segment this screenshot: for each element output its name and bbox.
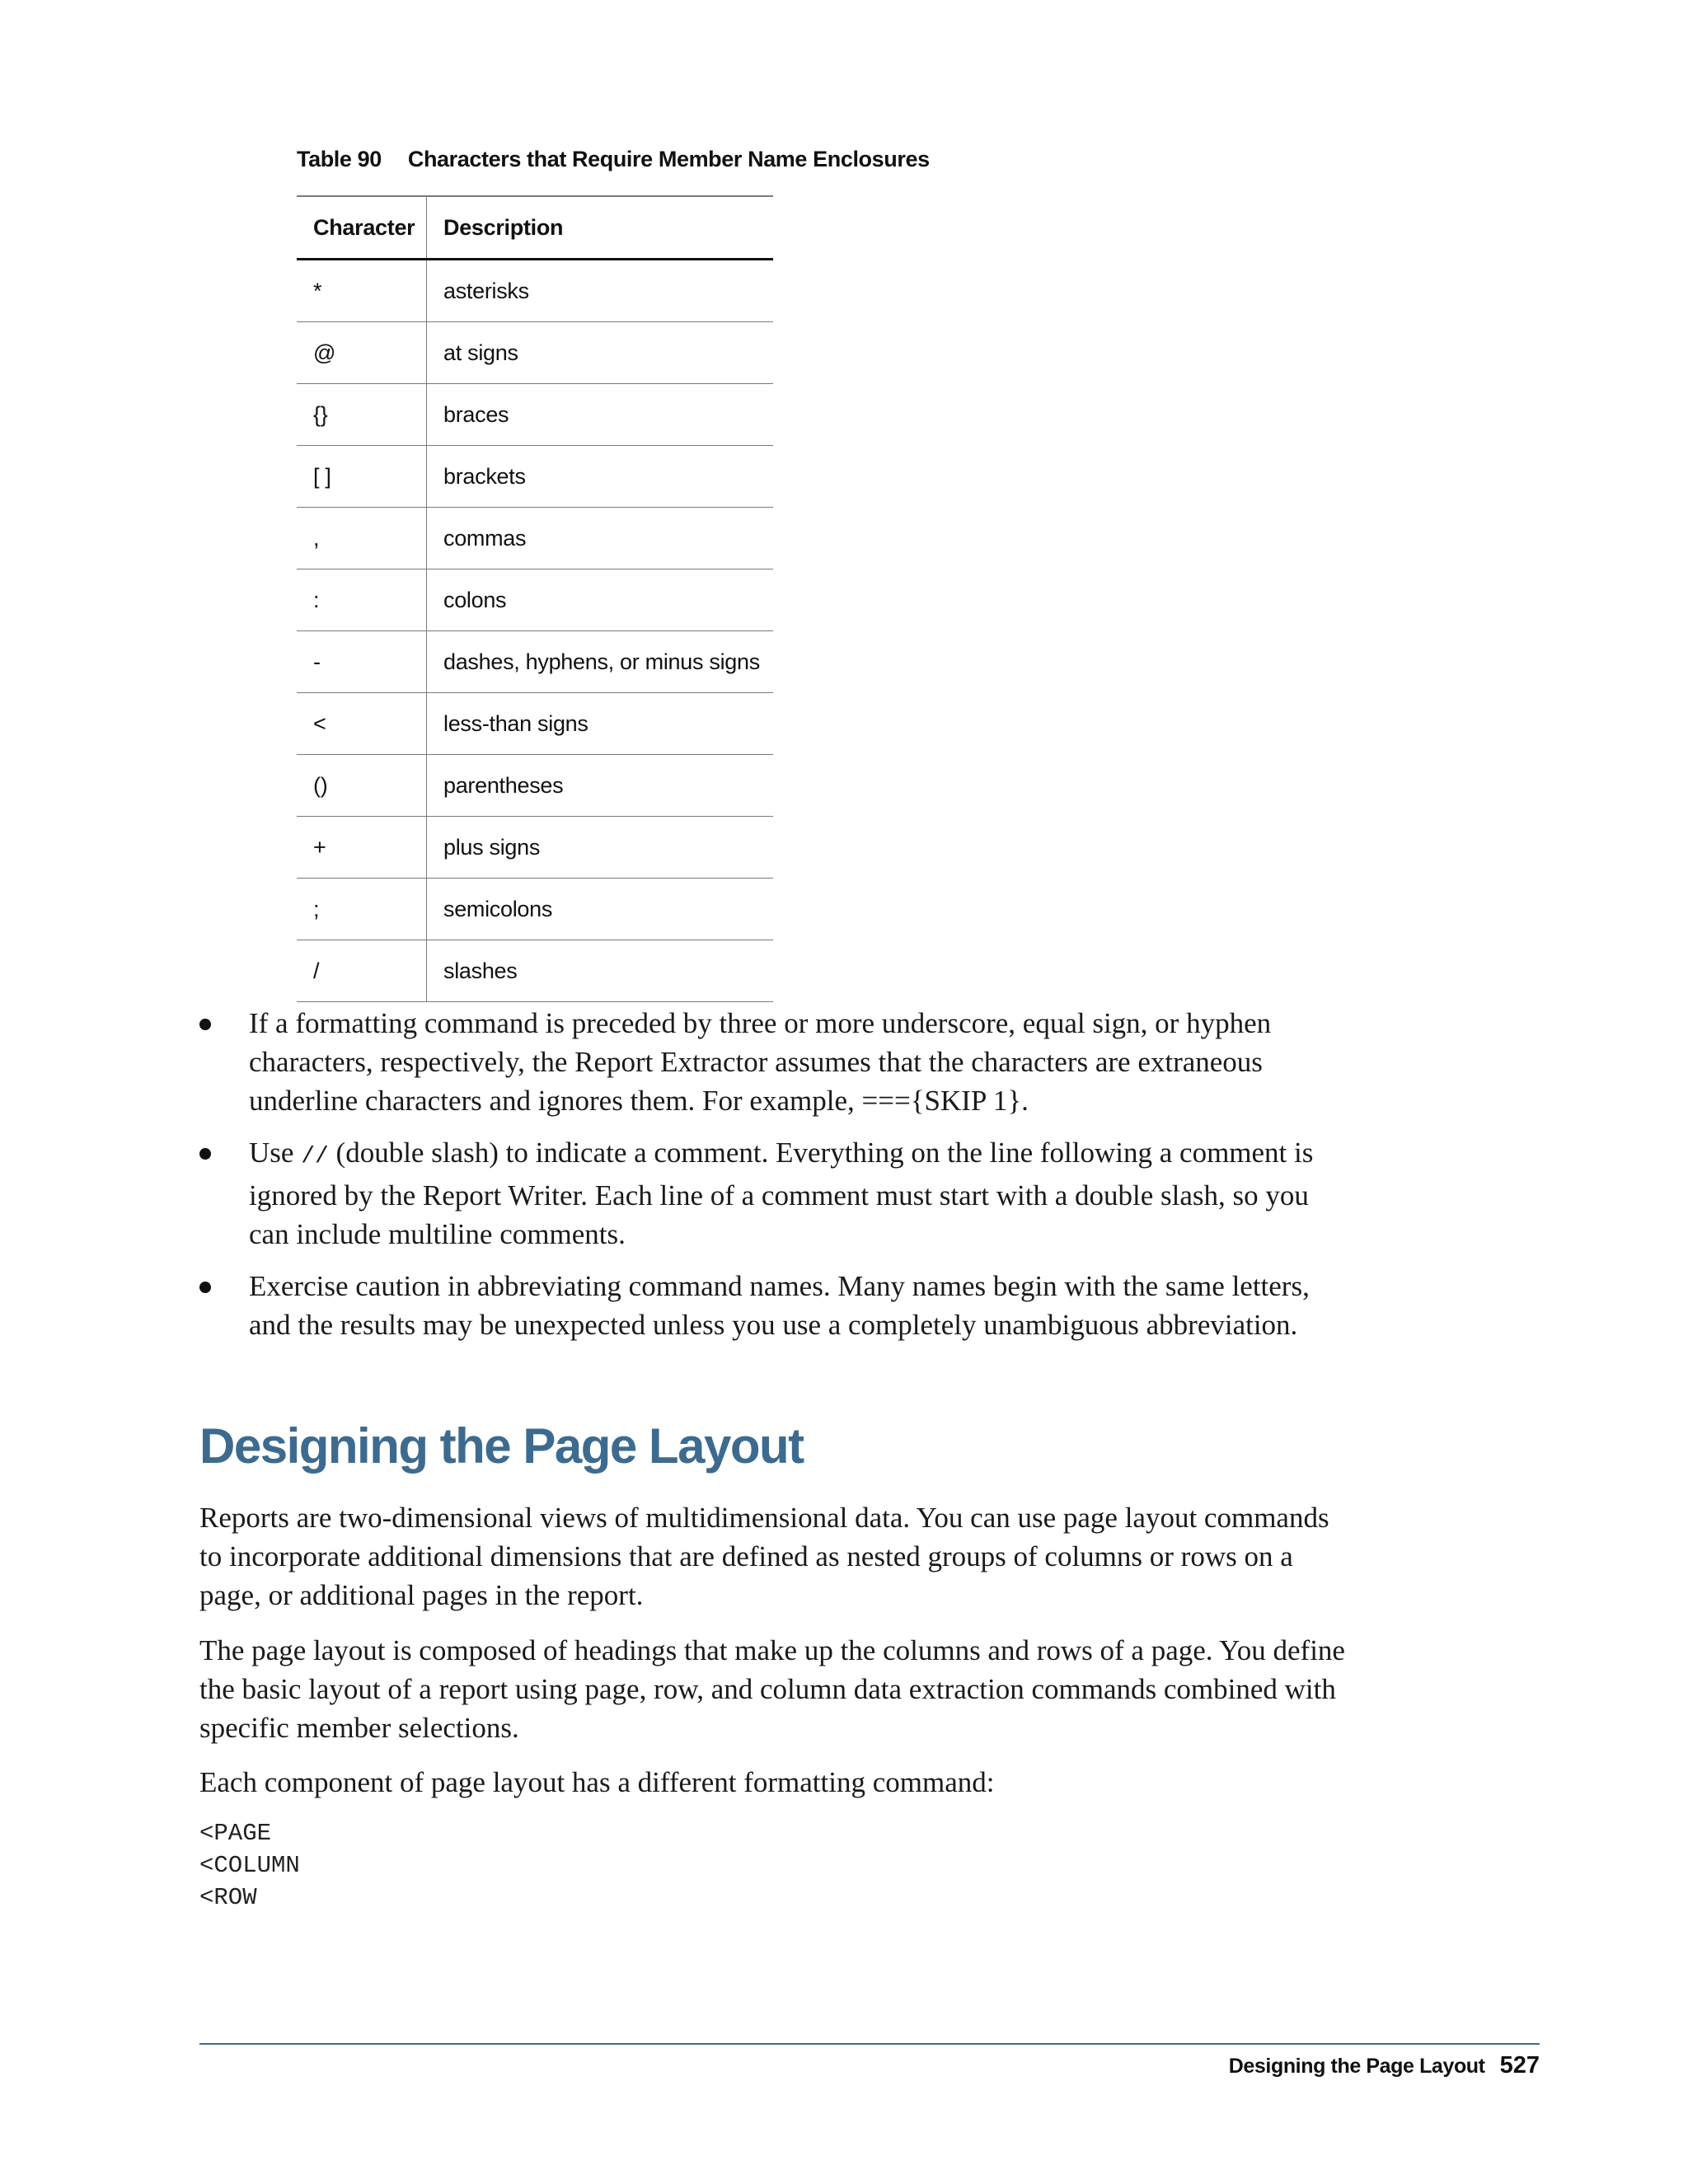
tips-bullet-list	[199, 1004, 1353, 1357]
cell-character: @	[297, 322, 427, 384]
cell-description: brackets	[443, 463, 526, 489]
cell-description: colons	[443, 587, 507, 612]
cell-character: [ ]	[297, 446, 427, 508]
cell-description: braces	[443, 401, 509, 427]
bullet-text-prefix: Use	[249, 1137, 302, 1169]
code-block	[199, 1817, 300, 1914]
cell-description: at signs	[443, 340, 518, 365]
cell-character: <	[297, 693, 427, 755]
cell-character: ,	[297, 508, 427, 569]
code-line: <COLUMN	[199, 1852, 300, 1879]
inline-code: //	[301, 1144, 329, 1169]
footer-title: Designing the Page Layout	[1228, 2055, 1485, 2078]
page-footer	[1229, 2052, 1540, 2079]
list-item	[199, 1004, 1353, 1120]
cell-character: :	[297, 569, 427, 631]
table-row	[297, 508, 773, 569]
list-item	[199, 1133, 1353, 1254]
section-heading: Designing the Page Layout	[199, 1418, 804, 1474]
table-caption-number: Table 90	[297, 147, 382, 171]
cell-description: less-than signs	[443, 710, 588, 736]
cell-character: /	[297, 940, 427, 1002]
body-paragraph: Each component of page layout has a different formatting command:	[199, 1766, 995, 1798]
cell-character: +	[297, 817, 427, 879]
list-item	[199, 1267, 1353, 1344]
table-row	[297, 446, 773, 508]
bullet-icon	[199, 1019, 211, 1030]
column-header-description: Description	[443, 214, 564, 240]
table-row	[297, 569, 773, 631]
bullet-text: Exercise caution in abbreviating command names. Many names begin with the same letters, and the results may be unexpected unless you use a completely unambiguous abbreviation.	[249, 1270, 1310, 1341]
cell-description: semicolons	[443, 896, 553, 921]
bullet-icon	[199, 1148, 211, 1160]
cell-description: asterisks	[443, 278, 529, 303]
column-header-character: Character	[297, 196, 427, 260]
cell-character: ;	[297, 879, 427, 940]
page-number: 527	[1499, 2052, 1540, 2079]
table-row	[297, 384, 773, 446]
table-row	[297, 755, 773, 817]
code-line: <PAGE	[199, 1820, 272, 1847]
table-caption-title: Characters that Require Member Name Enclosures	[407, 147, 930, 171]
table-header-row	[297, 196, 773, 260]
cell-description: commas	[443, 525, 527, 551]
cell-description: dashes, hyphens, or minus signs	[443, 649, 760, 674]
cell-character: *	[297, 260, 427, 322]
table-row	[297, 322, 773, 384]
body-paragraph: The page layout is composed of headings that make up the columns and rows of a page. You define the basic layout of a report using page, row, and column data extraction commands combined with specific member selections.	[199, 1634, 1345, 1744]
cell-description: plus signs	[443, 834, 541, 860]
table-row	[297, 817, 773, 879]
cell-character: {}	[297, 384, 427, 446]
table-row	[297, 631, 773, 693]
bullet-text: If a formatting command is preceded by three or more underscore, equal sign, or hyphen characters, respectively, the Report Extractor assumes that the characters are extraneous underline characters and ignores them. For example, ==={SKIP 1}.	[249, 1007, 1272, 1117]
table-row	[297, 879, 773, 940]
cell-character: -	[297, 631, 427, 693]
footer-divider	[199, 2043, 1540, 2045]
table-row	[297, 940, 773, 1002]
bullet-icon	[199, 1282, 211, 1293]
table-row	[297, 260, 773, 322]
characters-table	[297, 195, 773, 1002]
cell-character: ()	[297, 755, 427, 817]
body-paragraph: Reports are two-dimensional views of multidimensional data. You can use page layout commands to incorporate additional dimensions that are defined as nested groups of columns or rows on a page, or additional pages in the report.	[199, 1502, 1329, 1611]
bullet-text-suffix: (double slash) to indicate a comment. Everything on the line following a comment is ignored by the Report Writer. Each line of a comment must start with a double slash, so you can include multiline comments.	[249, 1137, 1314, 1250]
table-caption	[297, 147, 930, 172]
table-row	[297, 693, 773, 755]
cell-description: parentheses	[443, 772, 564, 798]
code-line: <ROW	[199, 1884, 257, 1911]
cell-description: slashes	[443, 958, 518, 983]
